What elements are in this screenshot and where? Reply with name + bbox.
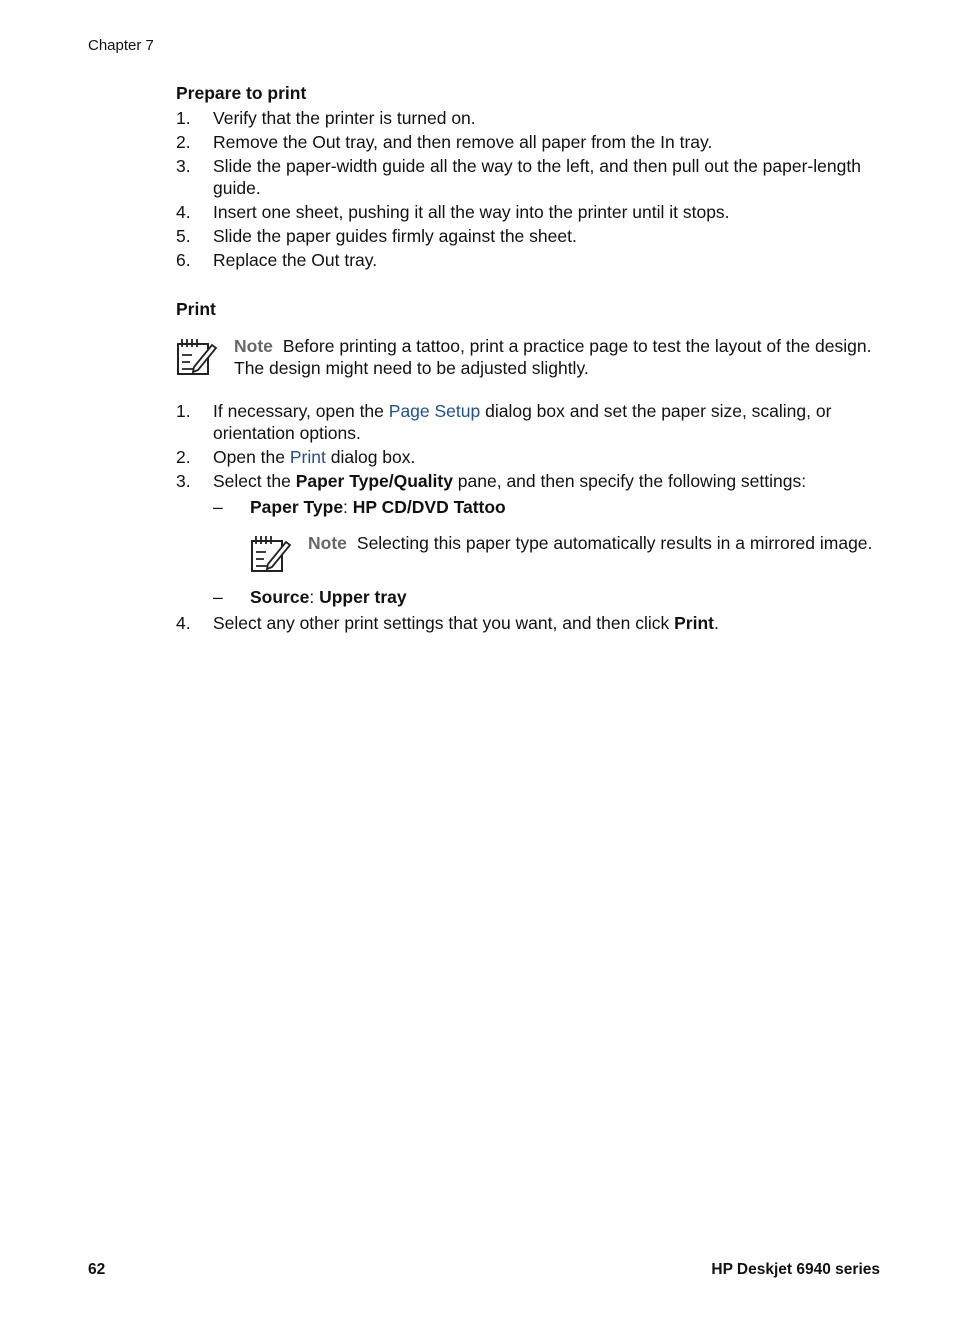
page-setup-link[interactable]: Page Setup [388,401,481,421]
print-step [176,470,886,608]
print-section [176,298,886,634]
note-text: Selecting this paper type automatically results in a mirrored image. [356,533,873,553]
prepare-step [176,131,886,153]
setting-paper-type [213,496,886,518]
step-text: Slide the paper guides firmly against the sheet. [213,226,577,246]
page-number: 62 [88,1261,106,1278]
step-text: Select the [213,471,296,491]
dash-bullet: – [213,587,223,607]
step-number: 5. [176,226,191,246]
chapter-header: Chapter 7 [88,37,154,54]
step-number: 3. [176,156,191,176]
print-steps [176,400,886,634]
prepare-step [176,201,886,223]
step-text: Insert one sheet, pushing it all the way into the printer until it stops. [213,202,730,222]
step-text: If necessary, open the [213,401,389,421]
prepare-step [176,155,886,199]
print-step [176,446,886,468]
print-step [176,400,886,444]
step-number: 6. [176,250,191,270]
paper-type-quality-label: Paper Type/Quality [295,471,453,491]
step-number: 4. [176,202,191,222]
step-text: Open the [213,447,290,467]
setting-value: Upper tray [319,587,407,607]
prepare-step [176,249,886,271]
step-text: Replace the Out tray. [213,250,378,270]
prepare-steps [176,107,886,271]
print-dialog-link[interactable]: Print [289,447,326,467]
step-text: Remove the Out tray, and then remove all paper from the In tray. [213,132,713,152]
dash-bullet: – [213,497,223,517]
setting-source [213,586,886,608]
setting-key: Paper Type [250,497,344,517]
note-icon [176,337,218,377]
step-text: . [713,613,719,633]
setting-value: HP CD/DVD Tattoo [352,497,506,517]
print-heading: Print [176,299,216,319]
note-practice [176,335,886,379]
step-text: dialog box. [325,447,416,467]
prepare-step [176,107,886,129]
step-text: Verify that the printer is turned on. [213,108,476,128]
print-step [176,612,886,634]
print-button-ref: Print [674,613,714,633]
step-number: 4. [176,613,191,633]
setting-key: Source [250,587,310,607]
step-text: Slide the paper-width guide all the way to the left, and then pull out the paper-length guide. [213,156,861,198]
setting-separator: : [309,587,320,607]
note-icon [250,534,292,574]
step-number: 1. [176,108,191,128]
step-number: 1. [176,401,191,421]
setting-separator: : [343,497,353,517]
note-text: Before printing a tattoo, print a practice page to test the layout of the design. The design might need to be adjusted slightly. [234,336,872,378]
note-mirrored [250,532,886,576]
note-label: Note [234,336,273,356]
step-text: dialog box and set the paper size, scaling, or orientation options. [213,401,832,443]
step-text: Select any other print settings that you want, and then click [213,613,675,633]
note-label: Note [308,533,347,553]
step-number: 2. [176,447,191,467]
product-name: HP Deskjet 6940 series [711,1261,880,1278]
step-text: pane, and then specify the following settings: [452,471,807,491]
page-content [176,82,886,636]
prepare-heading: Prepare to print [176,83,307,103]
prepare-step [176,225,886,247]
step-number: 2. [176,132,191,152]
step-number: 3. [176,471,191,491]
prepare-section [176,82,886,271]
